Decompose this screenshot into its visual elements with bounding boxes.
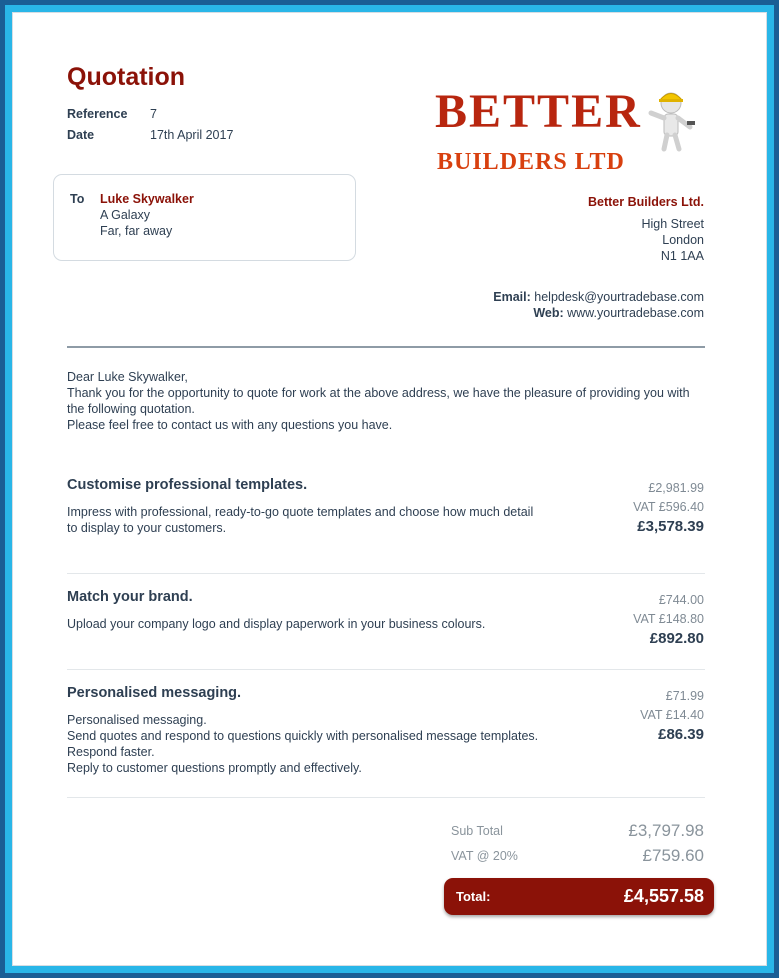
company-name: Better Builders Ltd. <box>588 195 704 209</box>
total-value: £4,557.58 <box>623 886 704 906</box>
item-separator <box>67 797 705 798</box>
item-separator <box>67 573 705 574</box>
letter-paragraph: Please feel free to contact us with any questions you have. <box>67 418 393 432</box>
web-row <box>533 306 704 320</box>
subtotal-value: £3,797.98 <box>628 821 704 840</box>
item-gross-price: £3,578.39 <box>637 518 704 535</box>
email-row <box>493 290 704 304</box>
item-description: Upload your company logo and display paperwork in your business colours. <box>67 617 486 631</box>
item-vat: VAT £148.80 <box>633 612 704 626</box>
item-description-line: Reply to customer questions promptly and effectively. <box>67 761 362 775</box>
item-description: Impress with professional, ready-to-go quote templates and choose how much detail to display to your customers. <box>67 505 534 535</box>
item-vat: VAT £14.40 <box>640 708 704 722</box>
letter-greeting: Dear Luke Skywalker, <box>67 370 188 384</box>
cover-letter <box>67 369 707 433</box>
builder-mascot-icon <box>651 93 695 149</box>
item-vat: VAT £596.40 <box>633 500 704 514</box>
item-gross-price: £86.39 <box>658 726 704 743</box>
to-label: To <box>70 192 85 206</box>
recipient-box <box>53 174 356 261</box>
page-title: Quotation <box>67 63 186 91</box>
reference-label: Reference <box>67 107 128 121</box>
item-title: Customise professional templates. <box>67 477 308 493</box>
email-link[interactable]: helpdesk@yourtradebase.com <box>534 290 704 304</box>
item-description-line: Personalised messaging. <box>67 713 207 727</box>
item-net-price: £2,981.99 <box>648 481 704 495</box>
header-divider <box>67 346 705 348</box>
letter-paragraph: Thank you for the opportunity to quote for work at the above address, we have the pleasure of providing you with the following quotation. <box>67 386 690 416</box>
item-gross-price: £892.80 <box>649 630 704 647</box>
reference-value: 7 <box>150 107 157 121</box>
subtotal-label: Sub Total <box>451 824 503 838</box>
grand-total-bar <box>444 878 714 915</box>
logo-text-line1: BETTER <box>435 85 642 138</box>
date-label: Date <box>67 128 95 142</box>
web-link[interactable]: www.yourtradebase.com <box>567 306 704 320</box>
email-label: Email: <box>493 290 531 304</box>
item-title: Personalised messaging. <box>67 685 242 701</box>
recipient-address-line: Far, far away <box>100 224 173 238</box>
date-value: 17th April 2017 <box>150 128 234 142</box>
vat-total-value: £759.60 <box>642 846 704 865</box>
recipient-address-line: A Galaxy <box>100 208 151 222</box>
item-description-line: Respond faster. <box>67 745 155 759</box>
company-address-line: London <box>662 233 704 247</box>
vat-total-label: VAT @ 20% <box>451 849 518 863</box>
quotation-sheet <box>12 12 767 966</box>
logo-graphic <box>435 83 707 178</box>
total-label: Total: <box>456 889 491 904</box>
item-title: Match your brand. <box>67 589 193 605</box>
company-logo <box>435 83 707 178</box>
logo-text-line2: BUILDERS LTD <box>437 149 625 175</box>
item-net-price: £744.00 <box>658 593 704 607</box>
item-separator <box>67 669 705 670</box>
company-address-line: High Street <box>641 217 704 231</box>
item-net-price: £71.99 <box>665 689 704 703</box>
company-address-line: N1 1AA <box>660 249 704 263</box>
recipient-name: Luke Skywalker <box>100 192 194 206</box>
item-description-line: Send quotes and respond to questions quickly with personalised message templates. <box>67 729 539 743</box>
web-label: Web: <box>533 306 564 320</box>
